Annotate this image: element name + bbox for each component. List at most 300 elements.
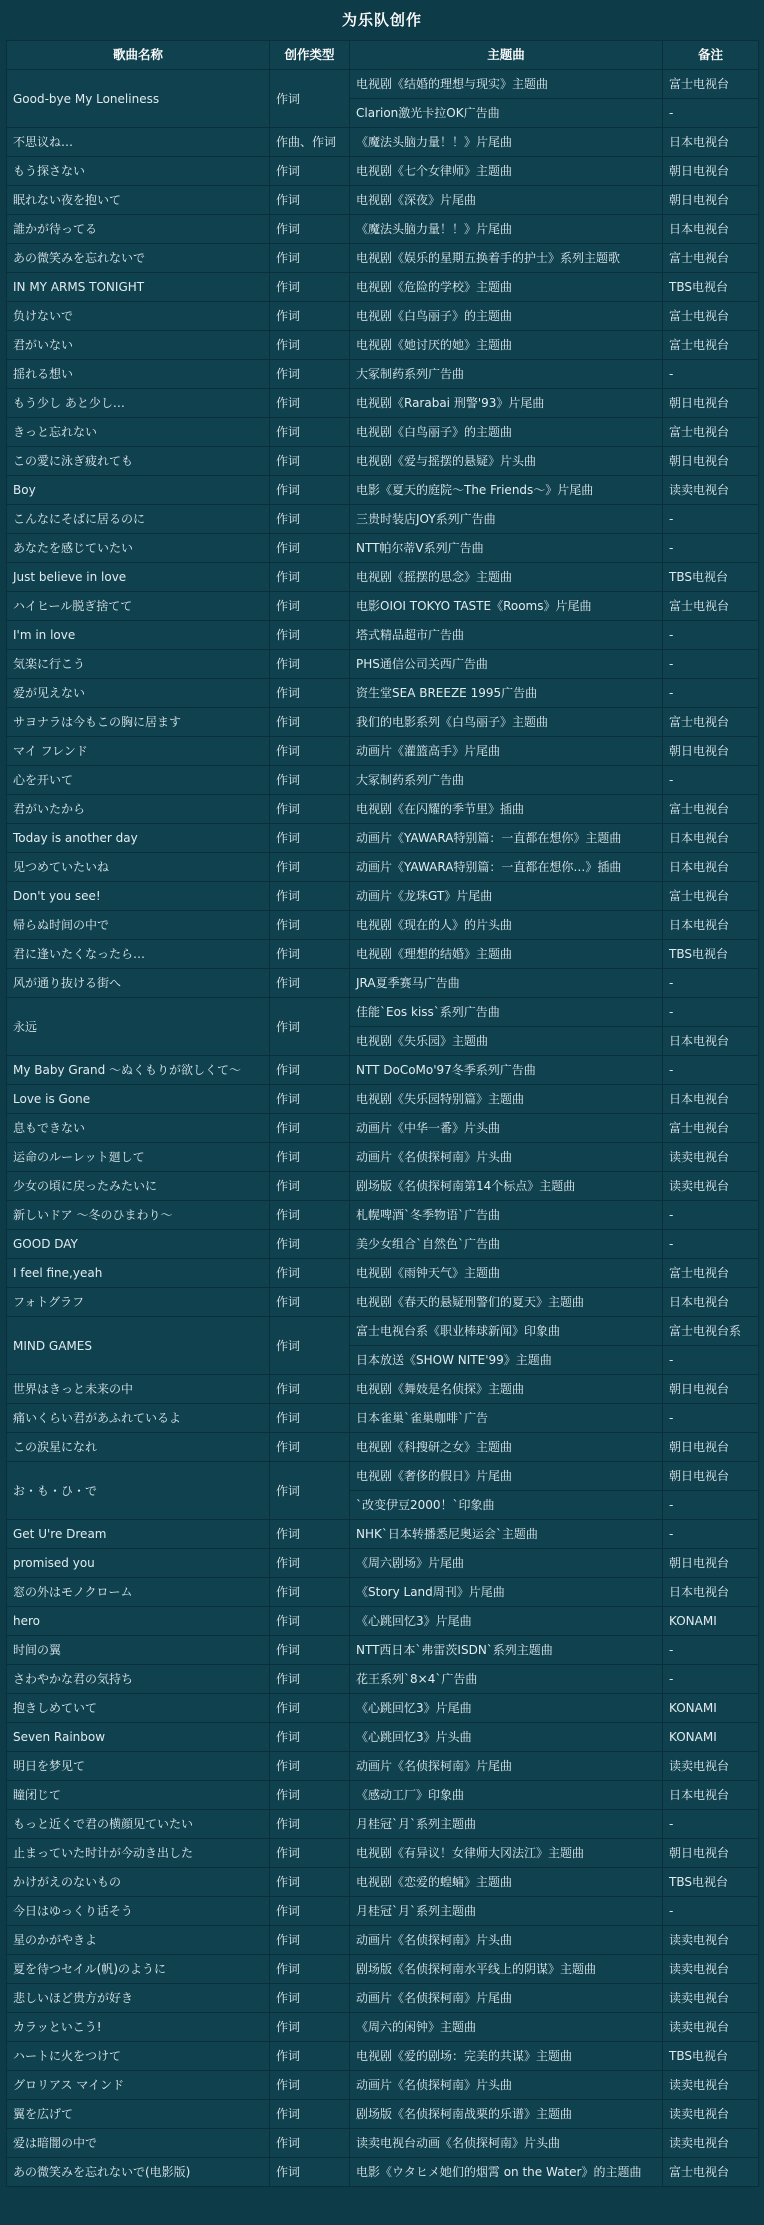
song-name-cell: I'm in love <box>7 621 270 650</box>
song-name-cell: 爱は暗闇の中で <box>7 2129 270 2158</box>
creation-type-cell: 作词 <box>270 911 350 940</box>
creation-type-cell: 作词 <box>270 70 350 128</box>
table-row <box>7 389 759 418</box>
table-row <box>7 2100 759 2129</box>
table-row <box>7 1317 759 1346</box>
table-row <box>7 882 759 911</box>
note-cell: - <box>663 99 759 128</box>
note-cell: 读卖电视台 <box>663 1752 759 1781</box>
theme-song-cell: 剧场版《名侦探柯南水平线上的阴谋》主题曲 <box>350 1955 663 1984</box>
table-row <box>7 1288 759 1317</box>
note-cell: - <box>663 1056 759 1085</box>
creation-type-cell: 作词 <box>270 1172 350 1201</box>
note-cell: - <box>663 650 759 679</box>
song-name-cell: 爱が见えない <box>7 679 270 708</box>
table-row <box>7 911 759 940</box>
creation-type-cell: 作词 <box>270 1085 350 1114</box>
table-row <box>7 1897 759 1926</box>
creation-type-cell: 作词 <box>270 1636 350 1665</box>
note-cell: 读卖电视台 <box>663 2129 759 2158</box>
note-cell: - <box>663 1404 759 1433</box>
table-row <box>7 1636 759 1665</box>
song-name-cell: 痛いくらい君があふれているよ <box>7 1404 270 1433</box>
theme-song-cell: 电视剧《理想的结婚》主题曲 <box>350 940 663 969</box>
theme-song-cell: 《感动工厂》印象曲 <box>350 1781 663 1810</box>
song-name-cell: この涙星になれ <box>7 1433 270 1462</box>
table-row <box>7 1433 759 1462</box>
table-row <box>7 2129 759 2158</box>
note-cell: - <box>663 1636 759 1665</box>
note-cell: 日本电视台 <box>663 1578 759 1607</box>
header-row <box>7 41 759 70</box>
table-row <box>7 244 759 273</box>
creation-type-cell: 作词 <box>270 737 350 766</box>
song-name-cell: 君に逢いたくなったら… <box>7 940 270 969</box>
song-name-cell: 明日を梦见て <box>7 1752 270 1781</box>
table-row <box>7 128 759 157</box>
table-row <box>7 1404 759 1433</box>
song-name-cell: Just believe in love <box>7 563 270 592</box>
note-cell: TBS电视台 <box>663 1868 759 1897</box>
note-cell: 读卖电视台 <box>663 1143 759 1172</box>
theme-song-cell: 剧场版《名侦探柯南战栗的乐谱》主题曲 <box>350 2100 663 2129</box>
theme-song-cell: 《魔法头脑力量！！》片尾曲 <box>350 215 663 244</box>
creation-type-cell: 作词 <box>270 1520 350 1549</box>
note-cell: 读卖电视台 <box>663 2071 759 2100</box>
table-row <box>7 1085 759 1114</box>
note-cell: 读卖电视台 <box>663 476 759 505</box>
note-cell: 朝日电视台 <box>663 389 759 418</box>
creation-type-cell: 作词 <box>270 621 350 650</box>
note-cell: 日本电视台 <box>663 215 759 244</box>
theme-song-cell: 资生堂SEA BREEZE 1995广告曲 <box>350 679 663 708</box>
theme-song-cell: 电视剧《在闪耀的季节里》插曲 <box>350 795 663 824</box>
creation-type-cell: 作词 <box>270 795 350 824</box>
creation-type-cell: 作词 <box>270 1781 350 1810</box>
table-row <box>7 1259 759 1288</box>
song-name-cell: Love is Gone <box>7 1085 270 1114</box>
song-name-cell: 少女の頃に戻ったみたいに <box>7 1172 270 1201</box>
table-row <box>7 1549 759 1578</box>
table-row <box>7 1752 759 1781</box>
theme-song-cell: 花王系列`8×4`广告曲 <box>350 1665 663 1694</box>
table-row <box>7 1114 759 1143</box>
song-name-cell: 星のかがやきよ <box>7 1926 270 1955</box>
note-cell: - <box>663 766 759 795</box>
theme-song-cell: 《心跳回忆3》片尾曲 <box>350 1694 663 1723</box>
table-row <box>7 1723 759 1752</box>
table-row <box>7 679 759 708</box>
note-cell: 日本电视台 <box>663 1781 759 1810</box>
table-row <box>7 215 759 244</box>
theme-song-cell: 月桂冠`月`系列主题曲 <box>350 1810 663 1839</box>
creation-type-cell: 作词 <box>270 1433 350 1462</box>
note-cell: KONAMI <box>663 1694 759 1723</box>
table-row <box>7 563 759 592</box>
note-cell: - <box>663 1346 759 1375</box>
song-name-cell: 夏を待つセイル(帆)のように <box>7 1955 270 1984</box>
note-cell: 朝日电视台 <box>663 157 759 186</box>
table-row <box>7 534 759 563</box>
table-row <box>7 1926 759 1955</box>
table-row <box>7 186 759 215</box>
theme-song-cell: 三贵时装店JOY系列广告曲 <box>350 505 663 534</box>
theme-song-cell: 电视剧《春天的悬疑刑警们的夏天》主题曲 <box>350 1288 663 1317</box>
song-name-cell: Good-bye My Loneliness <box>7 70 270 128</box>
creation-type-cell: 作词 <box>270 157 350 186</box>
creation-type-cell: 作词 <box>270 1462 350 1520</box>
song-name-cell: マイ フレンド <box>7 737 270 766</box>
note-cell: 朝日电视台 <box>663 447 759 476</box>
creation-type-cell: 作词 <box>270 1694 350 1723</box>
theme-song-cell: 剧场版《名侦探柯南第14个标点》主题曲 <box>350 1172 663 1201</box>
table-row <box>7 1694 759 1723</box>
creation-type-cell: 作词 <box>270 505 350 534</box>
theme-song-cell: NTT DoCoMo'97冬季系列广告曲 <box>350 1056 663 1085</box>
creation-type-cell: 作词 <box>270 273 350 302</box>
theme-song-cell: 电视剧《雨钟天气》主题曲 <box>350 1259 663 1288</box>
creation-type-cell: 作词 <box>270 1259 350 1288</box>
creation-type-cell: 作词 <box>270 1723 350 1752</box>
table-row <box>7 331 759 360</box>
table-row <box>7 273 759 302</box>
song-name-cell: Today is another day <box>7 824 270 853</box>
creation-type-cell: 作词 <box>270 215 350 244</box>
song-name-cell: 帰らぬ时间の中で <box>7 911 270 940</box>
table-row <box>7 70 759 99</box>
table-body <box>7 70 759 2187</box>
song-name-cell: ハートに火をつけて <box>7 2042 270 2071</box>
song-table <box>6 40 759 2187</box>
theme-song-cell: 电视剧《舞妓是名侦探》主题曲 <box>350 1375 663 1404</box>
note-cell: TBS电视台 <box>663 940 759 969</box>
table-row <box>7 505 759 534</box>
creation-type-cell: 作词 <box>270 940 350 969</box>
note-cell: - <box>663 1230 759 1259</box>
song-name-cell: GOOD DAY <box>7 1230 270 1259</box>
song-name-cell: I feel fine,yeah <box>7 1259 270 1288</box>
song-name-cell: 风が通り抜ける街へ <box>7 969 270 998</box>
note-cell: 朝日电视台 <box>663 1462 759 1491</box>
table-row <box>7 795 759 824</box>
table-row <box>7 708 759 737</box>
song-name-cell: あの微笑みを忘れないで <box>7 244 270 273</box>
creation-type-cell: 作词 <box>270 1143 350 1172</box>
theme-song-cell: 大冢制药系列广告曲 <box>350 766 663 795</box>
theme-song-cell: NTT西日本`弗雷茨ISDN`系列主题曲 <box>350 1636 663 1665</box>
table-row <box>7 969 759 998</box>
creation-type-cell: 作词 <box>270 244 350 273</box>
creation-type-cell: 作词 <box>270 389 350 418</box>
song-name-cell: 永远 <box>7 998 270 1056</box>
theme-song-cell: 电视剧《结婚的理想与现实》主题曲 <box>350 70 663 99</box>
creation-type-cell: 作词 <box>270 1984 350 2013</box>
note-cell: - <box>663 679 759 708</box>
note-cell: - <box>663 1810 759 1839</box>
theme-song-cell: 《周六的闲钟》主题曲 <box>350 2013 663 2042</box>
note-cell: 读卖电视台 <box>663 1955 759 1984</box>
theme-song-cell: 富士电视台系《职业棒球新闻》印象曲 <box>350 1317 663 1346</box>
note-cell: 富士电视台 <box>663 1114 759 1143</box>
table-row <box>7 853 759 882</box>
theme-song-cell: 电视剧《深夜》片尾曲 <box>350 186 663 215</box>
note-cell: 朝日电视台 <box>663 1375 759 1404</box>
note-cell: 富士电视台 <box>663 795 759 824</box>
song-name-cell: 运命のルーレット廻して <box>7 1143 270 1172</box>
song-name-cell: お・も・ひ・で <box>7 1462 270 1520</box>
creation-type-cell: 作词 <box>270 1665 350 1694</box>
table-row <box>7 1665 759 1694</box>
theme-song-cell: 动画片《名侦探柯南》片头曲 <box>350 2071 663 2100</box>
creation-type-cell: 作词 <box>270 998 350 1056</box>
creation-type-cell: 作词 <box>270 331 350 360</box>
note-cell: - <box>663 1897 759 1926</box>
creation-type-cell: 作词 <box>270 2129 350 2158</box>
creation-type-cell: 作词 <box>270 708 350 737</box>
table-row <box>7 621 759 650</box>
note-cell: TBS电视台 <box>663 273 759 302</box>
note-cell: 朝日电视台 <box>663 1839 759 1868</box>
note-cell: 富士电视台 <box>663 708 759 737</box>
note-cell: 朝日电视台 <box>663 1549 759 1578</box>
creation-type-cell: 作词 <box>270 1607 350 1636</box>
song-name-cell: 世界はきっと未来の中 <box>7 1375 270 1404</box>
creation-type-cell: 作词 <box>270 1288 350 1317</box>
song-name-cell: 抱きしめていて <box>7 1694 270 1723</box>
song-name-cell: 不思议ね… <box>7 128 270 157</box>
table-row <box>7 592 759 621</box>
note-cell: 富士电视台 <box>663 244 759 273</box>
theme-song-cell: 电视剧《现在的人》的片头曲 <box>350 911 663 940</box>
song-name-cell: Seven Rainbow <box>7 1723 270 1752</box>
note-cell: - <box>663 1201 759 1230</box>
note-cell: 日本电视台 <box>663 1288 759 1317</box>
creation-type-cell: 作词 <box>270 1578 350 1607</box>
song-name-cell: MIND GAMES <box>7 1317 270 1375</box>
creation-type-cell: 作词 <box>270 1375 350 1404</box>
note-cell: 日本电视台 <box>663 1085 759 1114</box>
note-cell: 富士电视台 <box>663 1259 759 1288</box>
table-header <box>7 41 759 70</box>
song-name-cell: 君がいない <box>7 331 270 360</box>
table-row <box>7 1201 759 1230</box>
song-name-cell: My Baby Grand ～ぬくもりが欲しくて～ <box>7 1056 270 1085</box>
column-header-creation-type: 创作类型 <box>270 41 350 70</box>
note-cell: - <box>663 505 759 534</box>
song-name-cell: もう少し あと少し… <box>7 389 270 418</box>
creation-type-cell: 作词 <box>270 1230 350 1259</box>
song-name-cell: ハイヒール脱ぎ捨てて <box>7 592 270 621</box>
theme-song-cell: 电视剧《Rarabai 刑警'93》片尾曲 <box>350 389 663 418</box>
note-cell: 朝日电视台 <box>663 186 759 215</box>
table-row <box>7 2042 759 2071</box>
song-name-cell: もう探さない <box>7 157 270 186</box>
song-name-cell: この愛に泳ぎ疲れても <box>7 447 270 476</box>
note-cell: 日本电视台 <box>663 128 759 157</box>
theme-song-cell: 《Story Land周刊》片尾曲 <box>350 1578 663 1607</box>
note-cell: 朝日电视台 <box>663 1433 759 1462</box>
table-row <box>7 1955 759 1984</box>
theme-song-cell: 电视剧《爱与摇摆的悬疑》片头曲 <box>350 447 663 476</box>
note-cell: 日本电视台 <box>663 824 759 853</box>
note-cell: 富士电视台 <box>663 70 759 99</box>
creation-type-cell: 作词 <box>270 853 350 882</box>
creation-type-cell: 作词 <box>270 592 350 621</box>
song-name-cell: hero <box>7 1607 270 1636</box>
note-cell: - <box>663 998 759 1027</box>
note-cell: - <box>663 1665 759 1694</box>
table-row <box>7 824 759 853</box>
creation-type-cell: 作词 <box>270 1926 350 1955</box>
theme-song-cell: 电视剧《有异议！女律师大冈法江》主题曲 <box>350 1839 663 1868</box>
creation-type-cell: 作词 <box>270 360 350 389</box>
creation-type-cell: 作词 <box>270 1549 350 1578</box>
theme-song-cell: `改变伊豆2000！`印象曲 <box>350 1491 663 1520</box>
theme-song-cell: 电视剧《七个女律师》主题曲 <box>350 157 663 186</box>
creation-type-cell: 作词 <box>270 1868 350 1897</box>
song-name-cell: かけがえのないもの <box>7 1868 270 1897</box>
song-name-cell: 见つめていたいね <box>7 853 270 882</box>
theme-song-cell: 动画片《名侦探柯南》片尾曲 <box>350 1752 663 1781</box>
note-cell: 富士电视台 <box>663 882 759 911</box>
creation-type-cell: 作词 <box>270 2071 350 2100</box>
note-cell: KONAMI <box>663 1723 759 1752</box>
table-row <box>7 1781 759 1810</box>
note-cell: - <box>663 360 759 389</box>
song-name-cell: IN MY ARMS TONIGHT <box>7 273 270 302</box>
song-name-cell: きっと忘れない <box>7 418 270 447</box>
theme-song-cell: 佳能`Eos kiss`系列广告曲 <box>350 998 663 1027</box>
creation-type-cell: 作词 <box>270 2042 350 2071</box>
creation-type-cell: 作词 <box>270 186 350 215</box>
creation-type-cell: 作词 <box>270 1897 350 1926</box>
table-row <box>7 360 759 389</box>
theme-song-cell: 动画片《灌篮高手》片尾曲 <box>350 737 663 766</box>
theme-song-cell: 电视剧《失乐园》主题曲 <box>350 1027 663 1056</box>
song-name-cell: 気楽に行こう <box>7 650 270 679</box>
table-row <box>7 1462 759 1491</box>
table-row <box>7 2071 759 2100</box>
song-name-cell: Don't you see! <box>7 882 270 911</box>
theme-song-cell: 《周六剧场》片尾曲 <box>350 1549 663 1578</box>
table-row <box>7 2013 759 2042</box>
song-name-cell: 窓の外はモノクローム <box>7 1578 270 1607</box>
theme-song-cell: 电视剧《她讨厌的她》主题曲 <box>350 331 663 360</box>
song-name-cell: グロリアス マインド <box>7 2071 270 2100</box>
creation-type-cell: 作词 <box>270 1056 350 1085</box>
theme-song-cell: JRA夏季赛马广告曲 <box>350 969 663 998</box>
note-cell: 日本电视台 <box>663 1027 759 1056</box>
note-cell: 富士电视台系 <box>663 1317 759 1346</box>
song-name-cell: あの微笑みを忘れないで(电影版) <box>7 2158 270 2187</box>
note-cell: 富士电视台 <box>663 418 759 447</box>
table-row <box>7 1578 759 1607</box>
theme-song-cell: 日本雀巢`雀巢咖啡`广告 <box>350 1404 663 1433</box>
theme-song-cell: 《魔法头脑力量！！》片尾曲 <box>350 128 663 157</box>
table-row <box>7 1172 759 1201</box>
note-cell: TBS电视台 <box>663 2042 759 2071</box>
table-row <box>7 418 759 447</box>
song-name-cell: 君がいたから <box>7 795 270 824</box>
note-cell: 富士电视台 <box>663 2158 759 2187</box>
theme-song-cell: 电视剧《危险的学校》主题曲 <box>350 273 663 302</box>
creation-type-cell: 作词 <box>270 476 350 505</box>
table-row <box>7 1607 759 1636</box>
creation-type-cell: 作词 <box>270 1317 350 1375</box>
note-cell: TBS电视台 <box>663 563 759 592</box>
creation-type-cell: 作词 <box>270 1404 350 1433</box>
theme-song-cell: 电视剧《恋爱的蝗蝻》主题曲 <box>350 1868 663 1897</box>
song-name-cell: 悲しいほど贵方が好き <box>7 1984 270 2013</box>
theme-song-cell: 电影《夏天的庭院～The Friends～》片尾曲 <box>350 476 663 505</box>
theme-song-cell: Clarion激光卡拉OK广告曲 <box>350 99 663 128</box>
theme-song-cell: 电视剧《娱乐的星期五换着手的护士》系列主题歌 <box>350 244 663 273</box>
creation-type-cell: 作词 <box>270 447 350 476</box>
creation-type-cell: 作词 <box>270 1114 350 1143</box>
theme-song-cell: 动画片《名侦探柯南》片头曲 <box>350 1926 663 1955</box>
table-row <box>7 1984 759 2013</box>
note-cell: 读卖电视台 <box>663 1926 759 1955</box>
creation-type-cell: 作词 <box>270 1955 350 1984</box>
song-name-cell: 眠れない夜を抱いて <box>7 186 270 215</box>
theme-song-cell: 日本放送《SHOW NITE'99》主题曲 <box>350 1346 663 1375</box>
creation-type-cell: 作词 <box>270 650 350 679</box>
song-name-cell: さわやかな君の気持ち <box>7 1665 270 1694</box>
creation-type-cell: 作词 <box>270 1201 350 1230</box>
creation-type-cell: 作词 <box>270 2013 350 2042</box>
creation-type-cell: 作词 <box>270 679 350 708</box>
theme-song-cell: 《心跳回忆3》片尾曲 <box>350 1607 663 1636</box>
table-row <box>7 1230 759 1259</box>
note-cell: 日本电视台 <box>663 853 759 882</box>
table-row <box>7 1143 759 1172</box>
table-row <box>7 1868 759 1897</box>
theme-song-cell: 电影OIOI TOKYO TASTE《Rooms》片尾曲 <box>350 592 663 621</box>
note-cell: - <box>663 969 759 998</box>
song-name-cell: こんなにそばに居るのに <box>7 505 270 534</box>
theme-song-cell: 动画片《YAWARA特别篇：一直都在想你》主题曲 <box>350 824 663 853</box>
song-name-cell: 今日はゆっくり话そう <box>7 1897 270 1926</box>
note-cell: 富士电视台 <box>663 331 759 360</box>
theme-song-cell: 电视剧《奢侈的假日》片尾曲 <box>350 1462 663 1491</box>
song-name-cell: 新しいドア ～冬のひまわり～ <box>7 1201 270 1230</box>
theme-song-cell: 电视剧《白鸟丽子》的主题曲 <box>350 418 663 447</box>
song-name-cell: 止まっていた时计が今动き出した <box>7 1839 270 1868</box>
song-name-cell: 翼を広げて <box>7 2100 270 2129</box>
theme-song-cell: 动画片《YAWARA特别篇：一直都在想你…》插曲 <box>350 853 663 882</box>
theme-song-cell: 美少女组合`自然色`广告曲 <box>350 1230 663 1259</box>
song-name-cell: 揺れる想い <box>7 360 270 389</box>
song-name-cell: 时间の翼 <box>7 1636 270 1665</box>
note-cell: - <box>663 534 759 563</box>
column-header-theme-song: 主题曲 <box>350 41 663 70</box>
song-name-cell: 息もできない <box>7 1114 270 1143</box>
creation-type-cell: 作词 <box>270 302 350 331</box>
table-row <box>7 1839 759 1868</box>
table-row <box>7 1520 759 1549</box>
creation-type-cell: 作词 <box>270 2158 350 2187</box>
note-cell: 富士电视台 <box>663 302 759 331</box>
theme-song-cell: 电影《ウタヒメ她们的烟霄 on the Water》的主题曲 <box>350 2158 663 2187</box>
theme-song-cell: PHS通信公司关西广告曲 <box>350 650 663 679</box>
creation-type-cell: 作词 <box>270 418 350 447</box>
song-name-cell: カラッといこう! <box>7 2013 270 2042</box>
note-cell: 读卖电视台 <box>663 1172 759 1201</box>
theme-song-cell: 动画片《名侦探柯南》片头曲 <box>350 1143 663 1172</box>
theme-song-cell: 电视剧《失乐园特别篇》主题曲 <box>350 1085 663 1114</box>
table-row <box>7 998 759 1027</box>
note-cell: 日本电视台 <box>663 911 759 940</box>
